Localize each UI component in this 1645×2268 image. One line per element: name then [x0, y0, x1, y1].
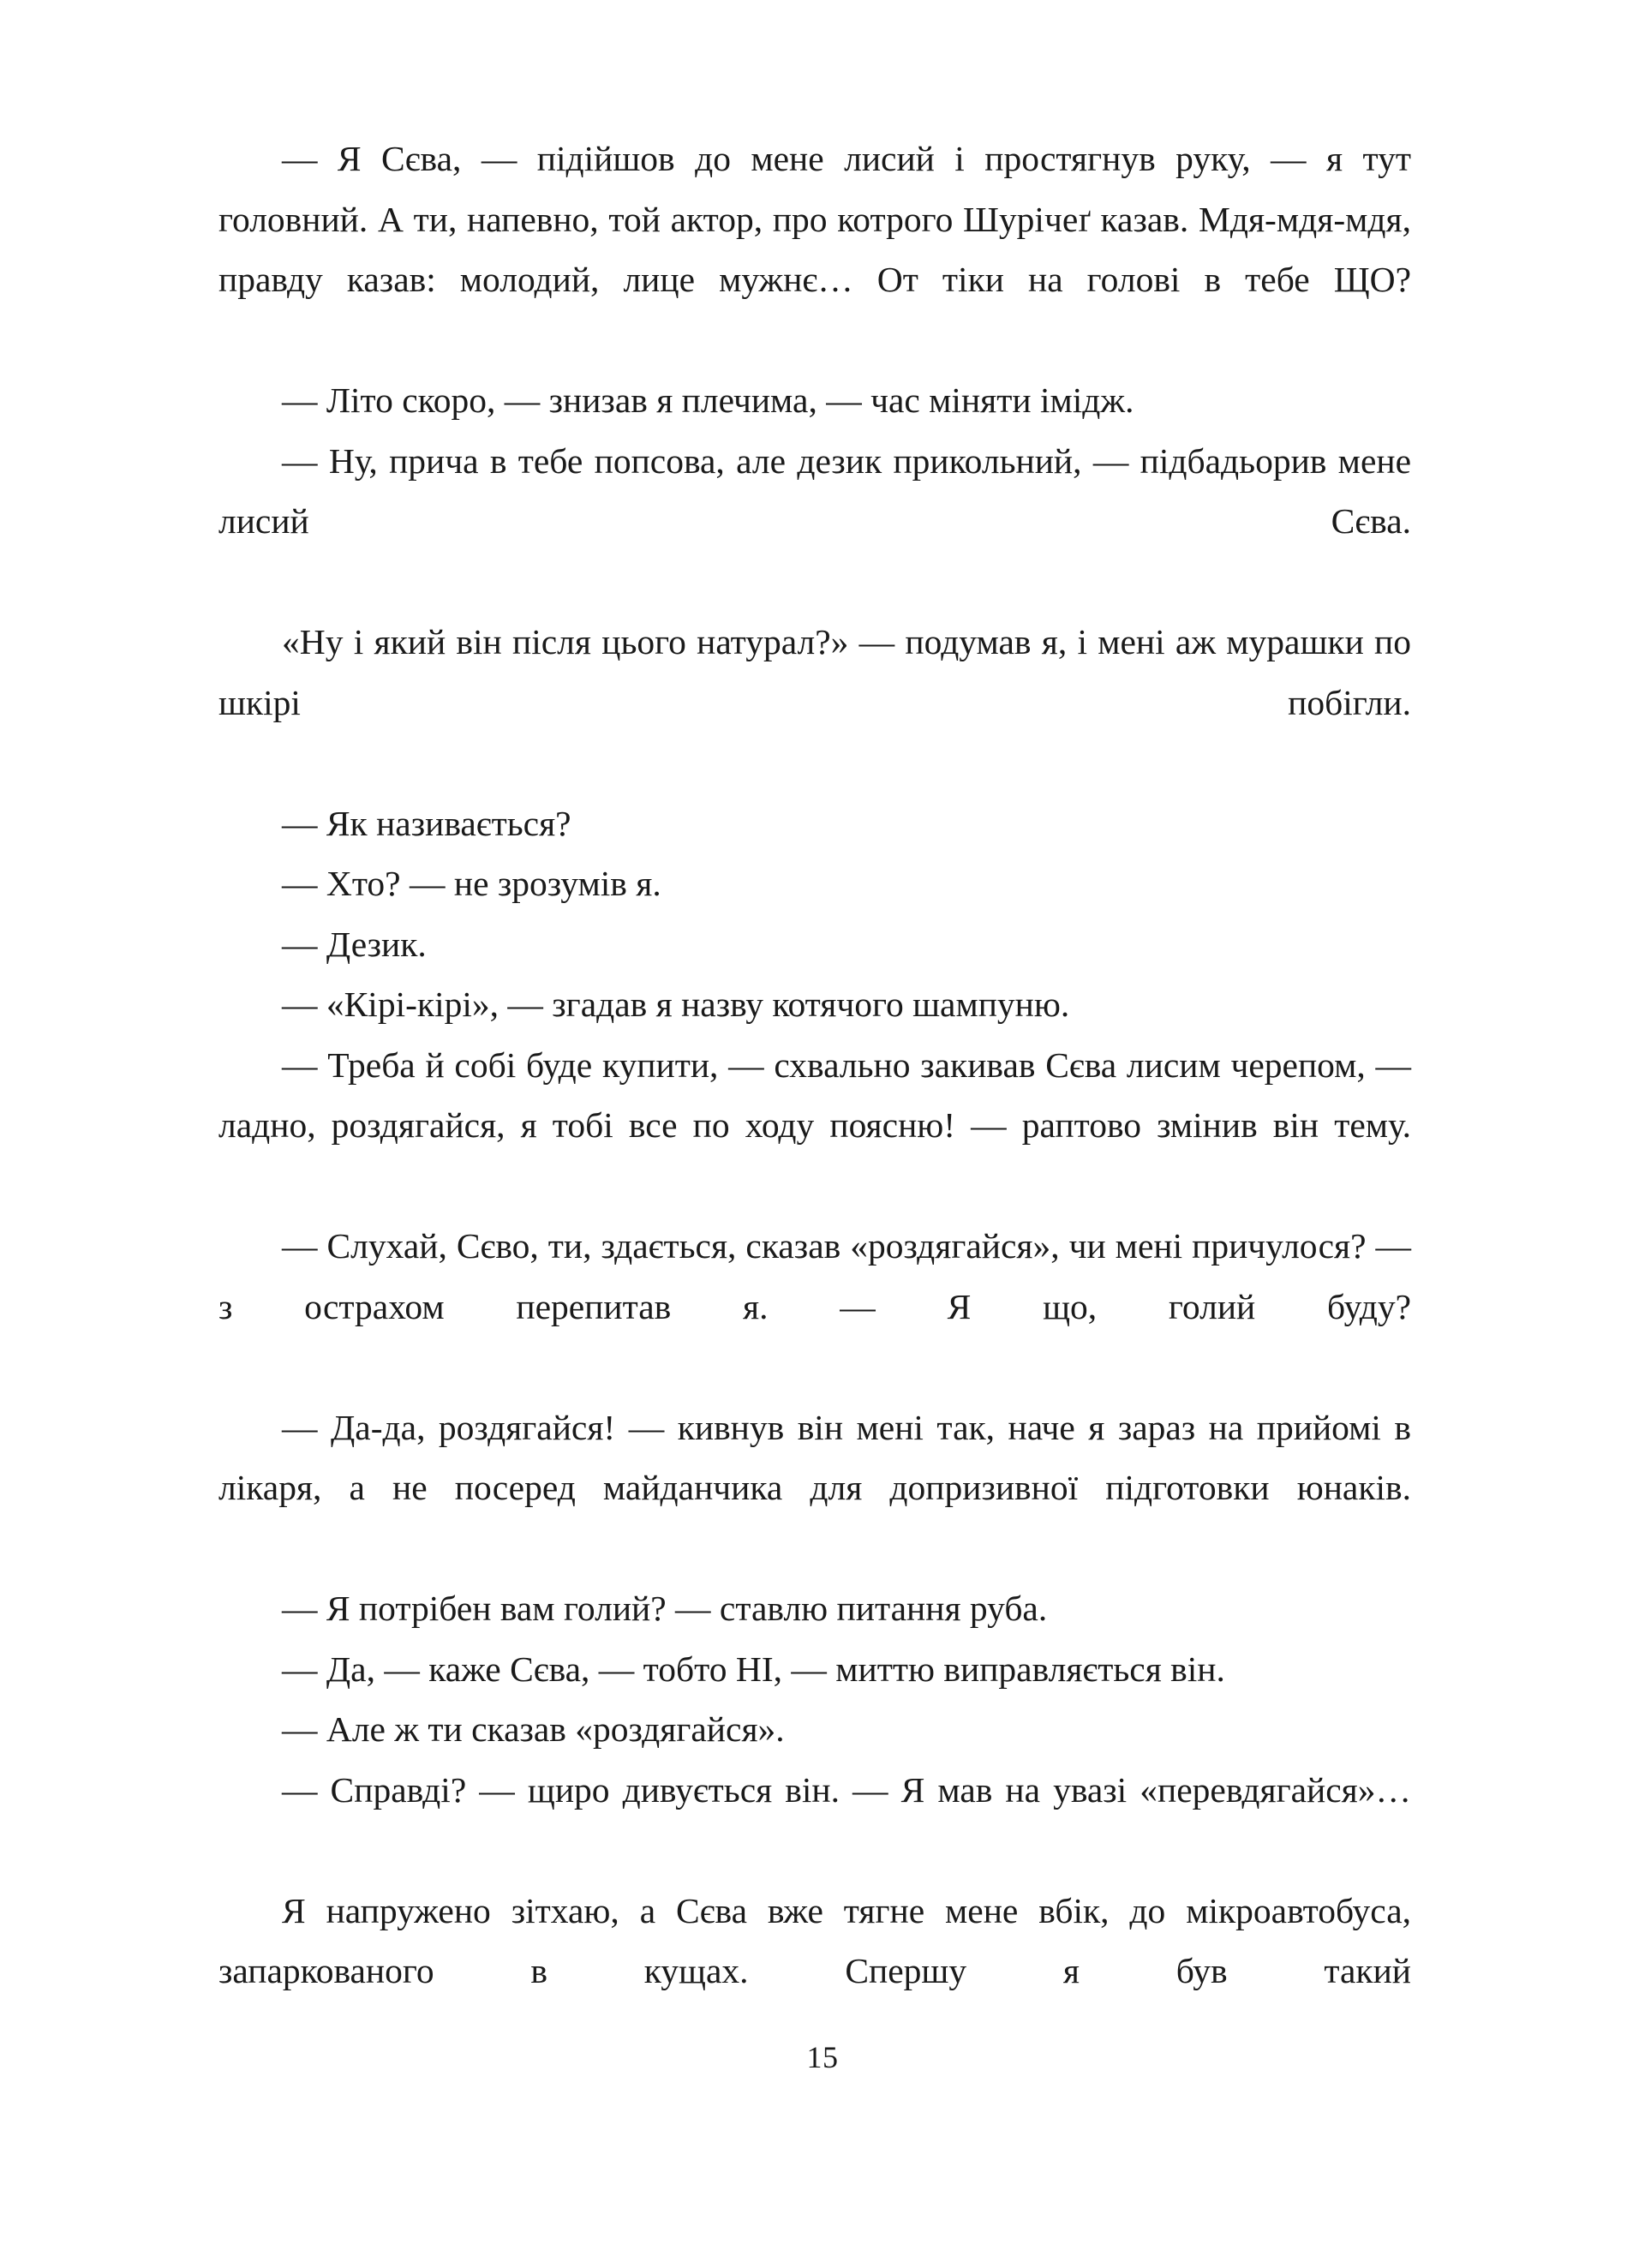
paragraph: — Да, — каже Сєва, — тобто НІ, — миттю виправляється він. [282, 1649, 1225, 1689]
page-number: 15 [806, 2040, 839, 2074]
paragraph: — Літо скоро, — знизав я плечима, — час міняти імідж. [282, 380, 1134, 420]
paragraph: — Я потрібен вам голий? — ставлю питання руба. [282, 1589, 1048, 1628]
paragraph: — Справді? — щиро дивується він. — Я мав на увазі «перевдягайся»… [282, 1769, 1411, 1810]
page-text-body [218, 129, 1411, 2062]
paragraph: — «Кірі-кірі», — згадав я назву котячого шампуню. [282, 984, 1070, 1024]
paragraph: Я напружено зітхаю, а Сєва вже тягне мене вбік, до мікроавтобуса, запаркованого в кущах. Спершу я був такий [218, 1890, 1411, 1990]
paragraph: — Треба й собі буде купити, — схвально закивав Сєва лисим черепом, — ладно, роздягайся, я тобі все по ходу поясню! — раптово змінив він тему. [218, 1044, 1411, 1145]
paragraph: — Хто? — не зрозумів я. [282, 864, 661, 903]
paragraph: — Дезик. [282, 924, 427, 964]
paragraph: — Да-да, роздягайся! — кивнув він мені так, наче я зараз на прийомі в лікаря, а не посеред майданчика для допризивної підготовки юнаків. [218, 1407, 1411, 1507]
paragraph: — Але ж ти сказав «роздягайся». [282, 1709, 785, 1749]
paragraph: — Ну, прича в тебе попсова, але дезик прикольний, — підбадьорив мене лисий Сєва. [218, 440, 1411, 541]
paragraph: — Я Сєва, — підійшов до мене лисий і простягнув руку, — я тут головний. А ти, напевно, той актор, про котрого Шурічеґ казав. Мдя-мдя-мдя, правду казав: молодий, лице мужнє… От тіки на голові в тебе ЩО? [218, 139, 1411, 299]
paragraph: — Слухай, Сєво, ти, здається, сказав «роздягайся», чи мені причулося? — з острахом перепитав я. — Я що, голий буду? [218, 1226, 1411, 1326]
paragraph: «Ну і який він після цього натурал?» — подумав я, і мені аж мурашки по шкірі побігли. [218, 622, 1411, 722]
paragraph: — Як називається? [282, 803, 571, 843]
